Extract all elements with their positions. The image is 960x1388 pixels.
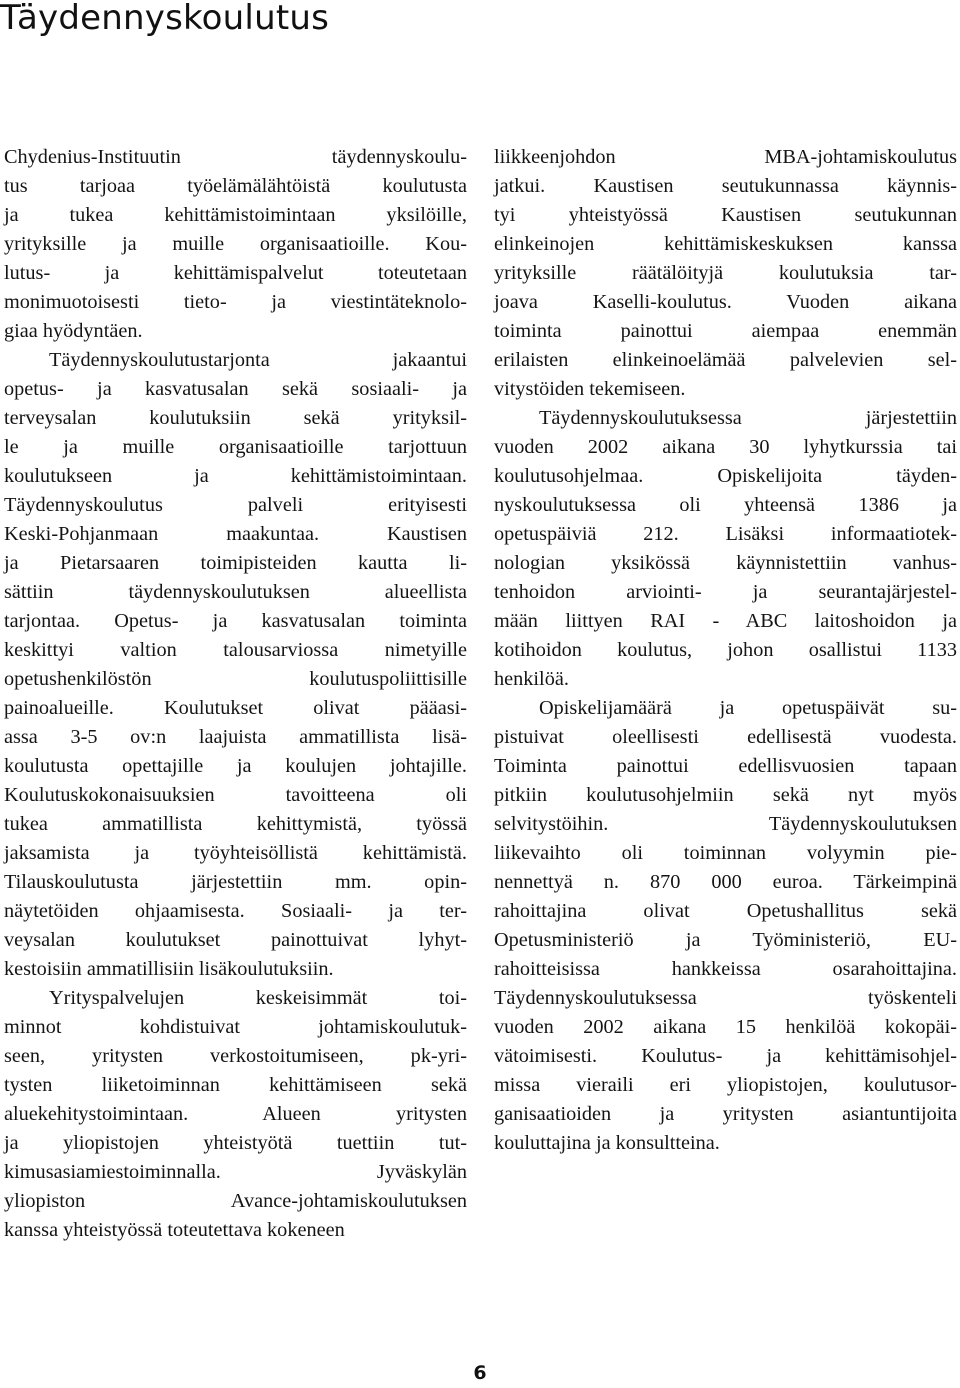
page-number: 6 xyxy=(473,1362,487,1384)
text-line: ja Pietarsaaren toimipisteiden kautta li- xyxy=(4,552,467,574)
text-line: kouluttajina ja konsultteina. xyxy=(494,1132,720,1154)
text-line: jaksamista ja työyhteisöllistä kehittämistä. xyxy=(4,842,467,864)
text-line: Opetusministeriö ja Työministeriö, EU- xyxy=(494,929,957,951)
text-line: ja yliopistojen yhteistyötä tuettiin tut- xyxy=(4,1132,467,1154)
text-line: tarjontaa. Opetus- ja kasvatusalan toiminta xyxy=(4,610,467,632)
text-line: assa 3-5 ov:n laajuista ammatillista lisä- xyxy=(4,726,467,748)
text-line: opetus- ja kasvatusalan sekä sosiaali- ja xyxy=(4,378,467,400)
text-line: toiminta painottui aiempaa enemmän xyxy=(494,320,957,342)
text-line: nologian yksikössä käynnistettiin vanhus- xyxy=(494,552,957,574)
paragraph xyxy=(4,984,467,1245)
text-line: opetushenkilöstön koulutuspoliittisille xyxy=(4,668,467,690)
text-line: ganisaatioiden ja yritysten asiantuntijoita xyxy=(494,1103,957,1125)
text-line: Tilauskoulutusta järjestettiin mm. opin- xyxy=(4,871,467,893)
text-line: terveysalan koulutuksiin sekä yrityksil- xyxy=(4,407,467,429)
text-line: lutus- ja kehittämispalvelut toteutetaan xyxy=(4,262,467,284)
text-line: selvitystöihin. Täydennyskoulutuksen xyxy=(494,813,957,835)
text-line: tus tarjoaa työelämälähtöistä koulutusta xyxy=(4,175,467,197)
text-line: opetuspäiviä 212. Lisäksi informaatiotek- xyxy=(494,523,957,545)
text-line: aluekehitystoimintaan. Alueen yritysten xyxy=(4,1103,467,1125)
text-line: liikevaihto oli toiminnan volyymin pie- xyxy=(494,842,957,864)
text-line: tysten liiketoiminnan kehittämiseen sekä xyxy=(4,1074,467,1096)
text-line: kimusasiamiestoiminnalla. Jyväskylän xyxy=(4,1161,467,1183)
text-line: kestoisiin ammatillisiin lisäkoulutuksiin. xyxy=(4,958,334,980)
text-line: Täydennyskoulutuksessa työskenteli xyxy=(494,987,957,1009)
text-line: tukea ammatillista kehittymistä, työssä xyxy=(4,813,467,835)
text-line: pistuivat oleellisesti edellisestä vuodesta. xyxy=(494,726,957,748)
text-line: rahoitteisissa hankkeissa osarahoittajina. xyxy=(494,958,957,980)
text-line: erilaisten elinkeinoelämää palvelevien sel- xyxy=(494,349,957,371)
text-line: missa vieraili eri yliopistojen, koulutusor- xyxy=(494,1074,957,1096)
text-line: Täydennyskoulutuksessa järjestettiin xyxy=(539,407,957,429)
text-line: Keski-Pohjanmaan maakuntaa. Kaustisen xyxy=(4,523,467,545)
left-column xyxy=(4,143,467,1245)
text-line: monimuotoisesti tieto- ja viestintäteknolo- xyxy=(4,291,467,313)
text-line: vuoden 2002 aikana 15 henkilöä kokopäi- xyxy=(494,1016,957,1038)
text-line: keskittyi valtion talousarviossa nimetyille xyxy=(4,639,467,661)
text-line: koulutusta opettajille ja koulujen johtajille. xyxy=(4,755,467,777)
text-line: jatkui. Kaustisen seutukunnassa käynnis- xyxy=(494,175,957,197)
text-line: mään liittyen RAI - ABC laitoshoidon ja xyxy=(494,610,957,632)
right-column xyxy=(494,143,957,1158)
text-line: koulutukseen ja kehittämistoimintaan. xyxy=(4,465,467,487)
text-line: sättiin täydennyskoulutuksen alueellista xyxy=(4,581,467,603)
paragraph xyxy=(4,143,467,346)
text-line: joava Kaselli-koulutus. Vuoden aikana xyxy=(494,291,957,313)
text-line: veysalan koulutukset painottuivat lyhyt- xyxy=(4,929,467,951)
text-line: pitkiin koulutusohjelmiin sekä nyt myös xyxy=(494,784,957,806)
text-line: tyi yhteistyössä Kaustisen seutukunnan xyxy=(494,204,957,226)
text-line: nennettyä n. 870 000 euroa. Tärkeimpinä xyxy=(494,871,957,893)
page-title: Täydennyskoulutus xyxy=(0,0,330,38)
text-line: koulutusohjelmaa. Opiskelijoita täyden- xyxy=(494,465,957,487)
text-line: tenhoidon arviointi- ja seurantajärjestel- xyxy=(494,581,957,603)
text-line: Täydennyskoulutus palveli erityisesti xyxy=(4,494,467,516)
text-line: vuoden 2002 aikana 30 lyhytkurssia tai xyxy=(494,436,957,458)
text-line: yrityksille ja muille organisaatioille. Kou- xyxy=(4,233,467,255)
text-line: Toiminta painottui edellisvuosien tapaan xyxy=(494,755,957,777)
text-line: Täydennyskoulutustarjonta jakaantui xyxy=(49,349,467,371)
text-line: Opiskelijamäärä ja opetuspäivät su- xyxy=(539,697,957,719)
text-line: giaa hyödyntäen. xyxy=(4,320,143,342)
paragraph xyxy=(4,346,467,984)
text-line: seen, yritysten verkostoitumiseen, pk-yri- xyxy=(4,1045,467,1067)
text-line: Yrityspalvelujen keskeisimmät toi- xyxy=(49,987,467,1009)
text-line: elinkeinojen kehittämiskeskuksen kanssa xyxy=(494,233,957,255)
text-line: Koulutuskokonaisuuksien tavoitteena oli xyxy=(4,784,467,806)
text-line: nyskoulutuksessa oli yhteensä 1386 ja xyxy=(494,494,957,516)
text-line: yliopiston Avance-johtamiskoulutuksen xyxy=(4,1190,467,1212)
text-line: näytetöiden ohjaamisesta. Sosiaali- ja ter- xyxy=(4,900,467,922)
text-line: Chydenius-Instituutin täydennyskoulu- xyxy=(4,146,467,168)
text-line: ja tukea kehittämistoimintaan yksilöille, xyxy=(4,204,467,226)
text-line: rahoittajina olivat Opetushallitus sekä xyxy=(494,900,957,922)
text-line: liikkeenjohdon MBA-johtamiskoulutus xyxy=(494,146,957,168)
text-line: yrityksille räätälöityjä koulutuksia tar- xyxy=(494,262,957,284)
text-line: le ja muille organisaatioille tarjottuun xyxy=(4,436,467,458)
text-line: kotihoidon koulutus, johon osallistui 1133 xyxy=(494,639,957,661)
paragraph xyxy=(494,143,957,404)
paragraph xyxy=(494,404,957,694)
text-line: painoalueille. Koulutukset olivat pääasi- xyxy=(4,697,467,719)
text-line: vitystöiden tekemiseen. xyxy=(494,378,686,400)
text-line: vätoimisesti. Koulutus- ja kehittämisohjel- xyxy=(494,1045,957,1067)
text-line: kanssa yhteistyössä toteutettava kokeneen xyxy=(4,1219,345,1241)
text-line: minnot kohdistuivat johtamiskoulutuk- xyxy=(4,1016,467,1038)
paragraph xyxy=(494,694,957,1158)
text-line: henkilöä. xyxy=(494,668,569,690)
